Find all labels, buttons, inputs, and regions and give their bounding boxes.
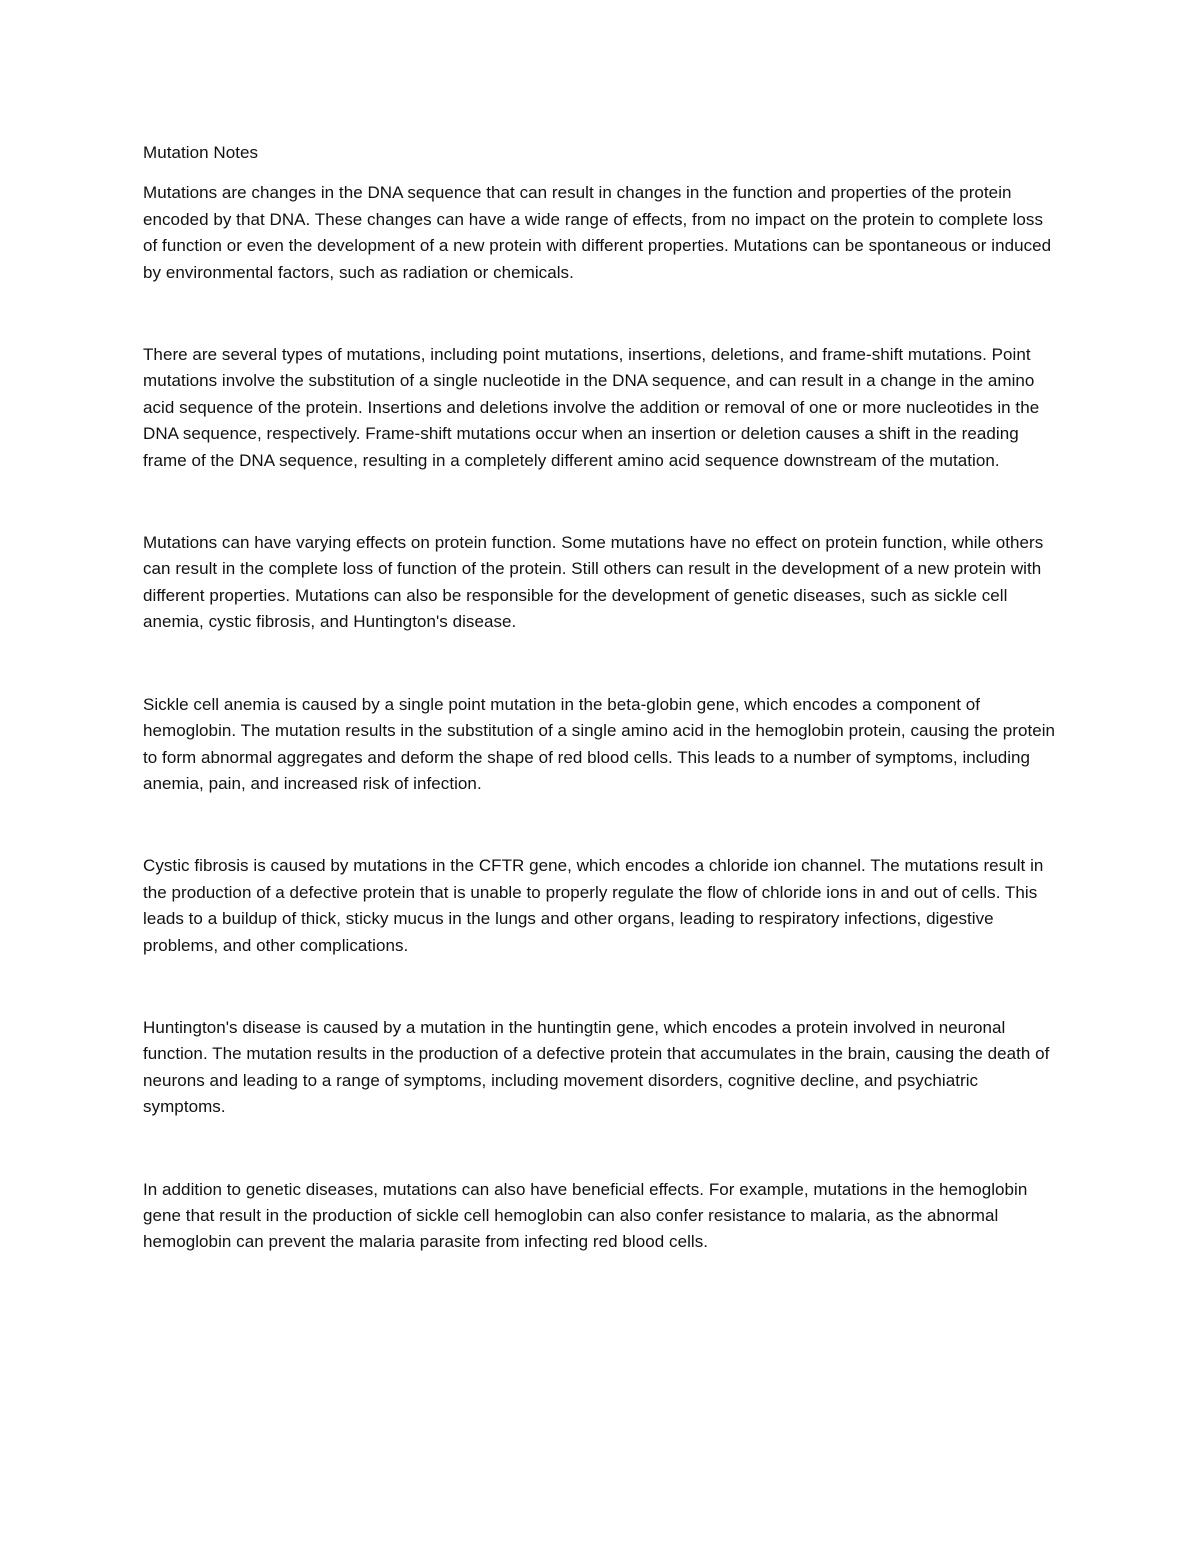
paragraph-sickle-cell: Sickle cell anemia is caused by a single point mutation in the beta-globin gene, which encodes a component of hemoglobin. The mutation results in the substitution of a single amino acid in the hemoglobin protein, causing the protein to form abnormal aggregates and deform the shape of red blood cells. This leads to a number of symptoms, including anemia, pain, and increased risk of infection. [143, 694, 1056, 793]
paragraph-cystic-fibrosis: Cystic fibrosis is caused by mutations in the CFTR gene, which encodes a chloride ion channel. The mutations result in the production of a defective protein that is unable to properly regulate the flow of chloride ions in and out of cells. This leads to a buildup of thick, sticky mucus in the lungs and other organs, leading to respiratory infections, digestive problems, and other complications. [143, 856, 1044, 955]
paragraph-mutation-types: There are several types of mutations, including point mutations, insertions, deletions, and frame-shift mutations. Point mutations involve the substitution of a single nucleotide in the DNA sequence, and can result in a change in the amino acid sequence of the protein. Insertions and deletions involve the addition or removal of one or more nucleotides in the DNA sequence, respectively. Frame-shift mutations occur when an insertion or deletion causes a shift in the reading frame of the DNA sequence, resulting in a completely different amino acid sequence downstream of the mutation. [143, 345, 1040, 470]
paragraph-huntingtons: Huntington's disease is caused by a mutation in the huntingtin gene, which encodes a protein involved in neuronal function. The mutation results in the production of a defective protein that accumulates in the brain, causing the death of neurons and leading to a range of symptoms, including movement disorders, cognitive decline, and psychiatric symptoms. [143, 1017, 1050, 1117]
document-body [143, 140, 1058, 1256]
paragraph-beneficial-effects: In addition to genetic diseases, mutations can also have beneficial effects. For example, mutations in the hemoglobin gene that result in the production of sickle cell hemoglobin can also confer resistance to malaria, as the abnormal hemoglobin can prevent the malaria parasite from infecting red blood cells. [143, 1179, 1028, 1252]
document-title: Mutation Notes [143, 143, 259, 162]
paragraph-mutation-definition: Mutations are changes in the DNA sequence that can result in changes in the function and properties of the protein encoded by that DNA. These changes can have a wide range of effects, from no impact on the protein to complete loss of function or even the development of a new protein with different properties. Mutations can be spontaneous or induced by environmental factors, such as radiation or chemicals. [143, 183, 1052, 282]
paragraph-mutation-effects: Mutations can have varying effects on protein function. Some mutations have no effect on protein function, while others can result in the complete loss of function of the protein. Still others can result in the development of a new protein with different properties. Mutations can also be responsible for the development of genetic diseases, such as sickle cell anemia, cystic fibrosis, and Huntington's disease. [143, 533, 1044, 632]
